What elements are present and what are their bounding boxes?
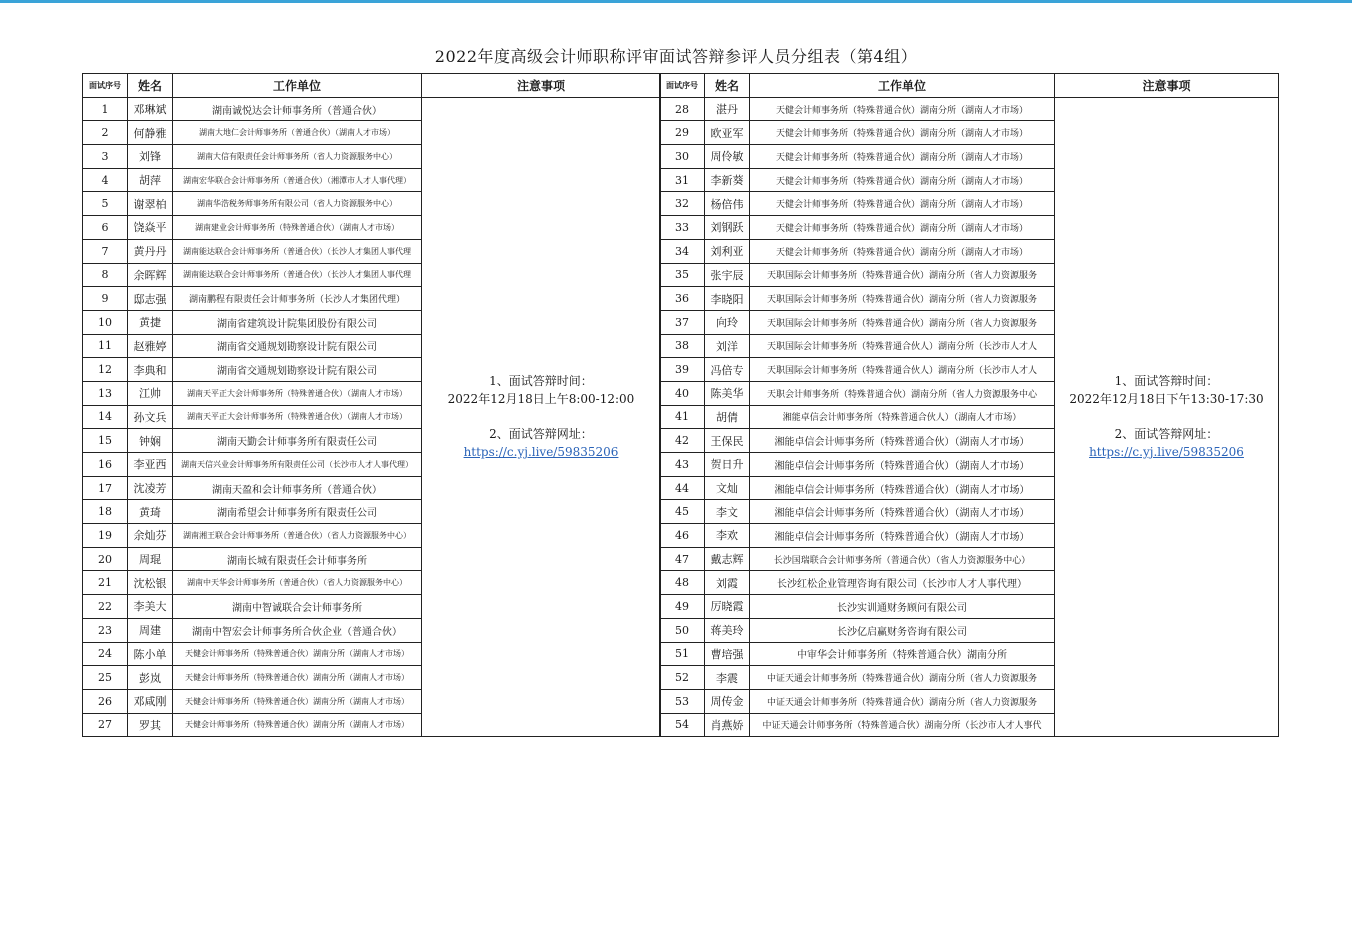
seq-number: 32 (660, 192, 705, 216)
notes-cell (422, 97, 661, 737)
header-seq: 面试序号 (83, 74, 128, 98)
work-unit: 长沙亿启赢财务咨询有限公司 (750, 618, 1055, 642)
work-unit: 湖南希望会计师事务所有限责任公司 (173, 500, 422, 524)
seq-number: 39 (660, 358, 705, 382)
work-unit: 湖南宏华联合会计师事务所（普通合伙）（湘潭市人才人事代理） (173, 168, 422, 192)
notes-cell (1055, 97, 1279, 737)
candidate-name: 向玲 (705, 310, 750, 334)
work-unit: 湖南中智诚联合会计师事务所 (173, 595, 422, 619)
work-unit: 天健会计师事务所（特殊普通合伙）湖南分所（湖南人才市场） (750, 216, 1055, 240)
table-row (83, 97, 661, 121)
seq-number: 30 (660, 145, 705, 169)
header-row (660, 74, 1279, 98)
work-unit: 天健会计师事务所（特殊普通合伙）湖南分所（湖南人才市场） (173, 713, 422, 737)
seq-number: 42 (660, 429, 705, 453)
work-unit: 天健会计师事务所（特殊普通合伙）湖南分所（湖南人才市场） (750, 168, 1055, 192)
candidate-name: 贺日升 (705, 453, 750, 477)
work-unit: 天职国际会计师事务所（特殊普通合伙）湖南分所（省人力资源服务 (750, 263, 1055, 287)
work-unit: 天健会计师事务所（特殊普通合伙）湖南分所（湖南人才市场） (750, 192, 1055, 216)
candidate-name: 蒋美玲 (705, 618, 750, 642)
work-unit: 湖南天平正大会计师事务所（特殊普通合伙）（湖南人才市场） (173, 381, 422, 405)
seq-number: 28 (660, 97, 705, 121)
candidate-name: 厉晓霞 (705, 595, 750, 619)
candidate-name: 周传金 (705, 689, 750, 713)
candidate-name: 李美大 (128, 595, 173, 619)
seq-number: 18 (83, 500, 128, 524)
candidate-name: 周伶敏 (705, 145, 750, 169)
candidate-name: 邓咸刚 (128, 689, 173, 713)
candidate-name: 欧亚军 (705, 121, 750, 145)
seq-number: 33 (660, 216, 705, 240)
seq-number: 38 (660, 334, 705, 358)
seq-number: 15 (83, 429, 128, 453)
seq-number: 25 (83, 666, 128, 690)
candidate-name: 周琨 (128, 547, 173, 571)
candidate-name: 李欢 (705, 524, 750, 548)
seq-number: 9 (83, 287, 128, 311)
seq-number: 2 (83, 121, 128, 145)
work-unit: 湖南诚悦达会计师事务所（普通合伙） (173, 97, 422, 121)
seq-number: 1 (83, 97, 128, 121)
candidate-name: 冯倍专 (705, 358, 750, 382)
work-unit: 长沙国瑞联合会计师事务所（普通合伙）（省人力资源服务中心） (750, 547, 1055, 571)
work-unit: 湖南能达联合会计师事务所（普通合伙）（长沙人才集团人事代理 (173, 263, 422, 287)
interview-url-link[interactable]: https://c.yj.live/59835206 (1089, 445, 1244, 460)
seq-number: 10 (83, 310, 128, 334)
work-unit: 天职国际会计师事务所（特殊普通合伙人）湖南分所（长沙市人才人 (750, 334, 1055, 358)
candidate-name: 李文 (705, 500, 750, 524)
seq-number: 45 (660, 500, 705, 524)
candidate-name: 王保民 (705, 429, 750, 453)
seq-number: 21 (83, 571, 128, 595)
work-unit: 湖南省交通规划勘察设计院有限公司 (173, 358, 422, 382)
work-unit: 湖南华浩税务师事务所有限公司（省人力资源服务中心） (173, 192, 422, 216)
candidate-name: 饶焱平 (128, 216, 173, 240)
work-unit: 湖南长城有限责任会计师事务所 (173, 547, 422, 571)
work-unit: 湖南中天华会计师事务所（普通合伙）（省人力资源服务中心） (173, 571, 422, 595)
seq-number: 49 (660, 595, 705, 619)
seq-number: 31 (660, 168, 705, 192)
work-unit: 天职会计师事务所（特殊普通合伙）湖南分所（省人力资源服务中心 (750, 381, 1055, 405)
candidate-name: 李新葵 (705, 168, 750, 192)
seq-number: 13 (83, 381, 128, 405)
work-unit: 长沙红松企业管理咨询有限公司（长沙市人才人事代理） (750, 571, 1055, 595)
seq-number: 29 (660, 121, 705, 145)
seq-number: 46 (660, 524, 705, 548)
work-unit: 湘能卓信会计师事务所（特殊普通合伙）（湖南人才市场） (750, 476, 1055, 500)
candidate-name: 胡萍 (128, 168, 173, 192)
candidate-name: 沈凌芳 (128, 476, 173, 500)
work-unit: 天健会计师事务所（特殊普通合伙）湖南分所（湖南人才市场） (173, 642, 422, 666)
candidate-name: 李典和 (128, 358, 173, 382)
work-unit: 天健会计师事务所（特殊普通合伙）湖南分所（湖南人才市场） (173, 666, 422, 690)
work-unit: 天健会计师事务所（特殊普通合伙）湖南分所（湖南人才市场） (173, 689, 422, 713)
candidate-name: 张宇辰 (705, 263, 750, 287)
candidate-name: 沈松银 (128, 571, 173, 595)
page-title: 2022年度高级会计师职称评审面试答辩参评人员分组表（第4组） (434, 47, 918, 66)
seq-number: 22 (83, 595, 128, 619)
work-unit: 中证天通会计师事务所（特殊普通合伙）湖南分所（省人力资源服务 (750, 666, 1055, 690)
header-org: 工作单位 (750, 74, 1055, 98)
work-unit: 湘能卓信会计师事务所（特殊普通合伙）（湖南人才市场） (750, 524, 1055, 548)
header-name: 姓名 (128, 74, 173, 98)
seq-number: 5 (83, 192, 128, 216)
candidate-name: 刘洋 (705, 334, 750, 358)
candidate-name: 孙文兵 (128, 405, 173, 429)
candidate-name: 曹培强 (705, 642, 750, 666)
seq-number: 34 (660, 239, 705, 263)
work-unit: 湘能卓信会计师事务所（特殊普通合伙）（湖南人才市场） (750, 500, 1055, 524)
work-unit: 天职国际会计师事务所（特殊普通合伙）湖南分所（省人力资源服务 (750, 287, 1055, 311)
header-notes: 注意事项 (1055, 74, 1279, 98)
candidate-name: 陈小单 (128, 642, 173, 666)
work-unit: 湘能卓信会计师事务所（特殊普通合伙人）（湖南人才市场） (750, 405, 1055, 429)
seq-number: 44 (660, 476, 705, 500)
candidate-name: 江帅 (128, 381, 173, 405)
work-unit: 长沙实训通财务顾问有限公司 (750, 595, 1055, 619)
work-unit: 湖南建业会计师事务所（特殊普通合伙）（湖南人才市场） (173, 216, 422, 240)
candidate-name: 戴志辉 (705, 547, 750, 571)
seq-number: 47 (660, 547, 705, 571)
work-unit: 湖南天平正大会计师事务所（特殊普通合伙）（湖南人才市场） (173, 405, 422, 429)
header-name: 姓名 (705, 74, 750, 98)
work-unit: 湖南省建筑设计院集团股份有限公司 (173, 310, 422, 334)
candidate-name: 湛丹 (705, 97, 750, 121)
seq-number: 54 (660, 713, 705, 737)
work-unit: 中审华会计师事务所（特殊普通合伙）湖南分所 (750, 642, 1055, 666)
seq-number: 51 (660, 642, 705, 666)
work-unit: 天健会计师事务所（特殊普通合伙）湖南分所（湖南人才市场） (750, 145, 1055, 169)
seq-number: 27 (83, 713, 128, 737)
seq-number: 53 (660, 689, 705, 713)
work-unit: 湘能卓信会计师事务所（特殊普通合伙）（湖南人才市场） (750, 453, 1055, 477)
work-unit: 天健会计师事务所（特殊普通合伙）湖南分所（湖南人才市场） (750, 239, 1055, 263)
group-table (82, 73, 661, 737)
work-unit: 湖南中智宏会计师事务所合伙企业（普通合伙） (173, 618, 422, 642)
candidate-name: 钟娴 (128, 429, 173, 453)
seq-number: 50 (660, 618, 705, 642)
candidate-name: 肖燕娇 (705, 713, 750, 737)
seq-number: 3 (83, 145, 128, 169)
seq-number: 36 (660, 287, 705, 311)
interview-time-value: 2022年12月18日上午8:00-12:00 (447, 392, 635, 407)
candidate-name: 刘霞 (705, 571, 750, 595)
header-seq: 面试序号 (660, 74, 705, 98)
work-unit: 湖南天盈和会计师事务所（普通合伙） (173, 476, 422, 500)
work-unit: 湘能卓信会计师事务所（特殊普通合伙）（湖南人才市场） (750, 429, 1055, 453)
candidate-name: 余晖辉 (128, 263, 173, 287)
work-unit: 天健会计师事务所（特殊普通合伙）湖南分所（湖南人才市场） (750, 121, 1055, 145)
candidate-name: 黄捷 (128, 310, 173, 334)
work-unit: 天健会计师事务所（特殊普通合伙）湖南分所（湖南人才市场） (750, 97, 1055, 121)
candidate-name: 刘锋 (128, 145, 173, 169)
work-unit: 湖南大信有限责任会计师事务所（省人力资源服务中心） (173, 145, 422, 169)
candidate-name: 胡倩 (705, 405, 750, 429)
seq-number: 23 (83, 618, 128, 642)
seq-number: 7 (83, 239, 128, 263)
header-org: 工作单位 (173, 74, 422, 98)
candidate-name: 陈美华 (705, 381, 750, 405)
candidate-name: 周建 (128, 618, 173, 642)
interview-time-label: 1、面试答辩时间： (489, 374, 593, 389)
work-unit: 天职国际会计师事务所（特殊普通合伙人）湖南分所（长沙市人才人 (750, 358, 1055, 382)
seq-number: 12 (83, 358, 128, 382)
work-unit: 湖南湘王联合会计师事务所（普通合伙）（省人力资源服务中心） (173, 524, 422, 548)
candidate-name: 谢翠柏 (128, 192, 173, 216)
group-table-right (659, 73, 1279, 737)
candidate-name: 刘钢跃 (705, 216, 750, 240)
table-row (660, 97, 1279, 121)
seq-number: 35 (660, 263, 705, 287)
candidate-name: 黄丹丹 (128, 239, 173, 263)
seq-number: 24 (83, 642, 128, 666)
seq-number: 48 (660, 571, 705, 595)
work-unit: 湖南天勤会计师事务所有限责任公司 (173, 429, 422, 453)
header-row (83, 74, 661, 98)
work-unit: 湖南天信兴业会计师事务所有限责任公司（长沙市人才人事代理） (173, 453, 422, 477)
seq-number: 4 (83, 168, 128, 192)
work-unit: 中证天通会计师事务所（特殊普通合伙）湖南分所（长沙市人才人事代 (750, 713, 1055, 737)
interview-time-label: 1、面试答辩时间： (1114, 374, 1219, 389)
candidate-name: 文灿 (705, 476, 750, 500)
interview-time-value: 2022年12月18日下午13:30-17:30 (1069, 392, 1264, 407)
work-unit: 湖南鹏程有限责任会计师事务所（长沙人才集团代理） (173, 287, 422, 311)
seq-number: 6 (83, 216, 128, 240)
candidate-name: 李晓阳 (705, 287, 750, 311)
work-unit: 天职国际会计师事务所（特殊普通合伙）湖南分所（省人力资源服务 (750, 310, 1055, 334)
candidate-name: 邓琳斌 (128, 97, 173, 121)
top-accent-bar (0, 0, 1352, 3)
seq-number: 40 (660, 381, 705, 405)
seq-number: 16 (83, 453, 128, 477)
work-unit: 中证天通会计师事务所（特殊普通合伙）湖南分所（省人力资源服务 (750, 689, 1055, 713)
candidate-name: 李震 (705, 666, 750, 690)
seq-number: 17 (83, 476, 128, 500)
seq-number: 11 (83, 334, 128, 358)
seq-number: 43 (660, 453, 705, 477)
seq-number: 8 (83, 263, 128, 287)
interview-url-label: 2、面试答辩网址： (1114, 427, 1219, 442)
candidate-name: 刘利亚 (705, 239, 750, 263)
candidate-name: 杨倍伟 (705, 192, 750, 216)
candidate-name: 何静雅 (128, 121, 173, 145)
work-unit: 湖南能达联合会计师事务所（普通合伙）（长沙人才集团人事代理 (173, 239, 422, 263)
interview-url-label: 2、面试答辩网址： (489, 427, 593, 442)
seq-number: 20 (83, 547, 128, 571)
seq-number: 52 (660, 666, 705, 690)
candidate-name: 邸志强 (128, 287, 173, 311)
interview-url-link[interactable]: https://c.yj.live/59835206 (463, 445, 619, 460)
seq-number: 37 (660, 310, 705, 334)
work-unit: 湖南省交通规划勘察设计院有限公司 (173, 334, 422, 358)
candidate-name: 罗其 (128, 713, 173, 737)
header-notes: 注意事项 (422, 74, 661, 98)
work-unit: 湖南大地仁会计师事务所（普通合伙）（湖南人才市场） (173, 121, 422, 145)
candidate-name: 彭岚 (128, 666, 173, 690)
candidate-name: 李亚西 (128, 453, 173, 477)
seq-number: 41 (660, 405, 705, 429)
candidate-name: 赵雅婷 (128, 334, 173, 358)
seq-number: 14 (83, 405, 128, 429)
seq-number: 26 (83, 689, 128, 713)
seq-number: 19 (83, 524, 128, 548)
candidate-name: 黄琦 (128, 500, 173, 524)
candidate-name: 余灿芬 (128, 524, 173, 548)
